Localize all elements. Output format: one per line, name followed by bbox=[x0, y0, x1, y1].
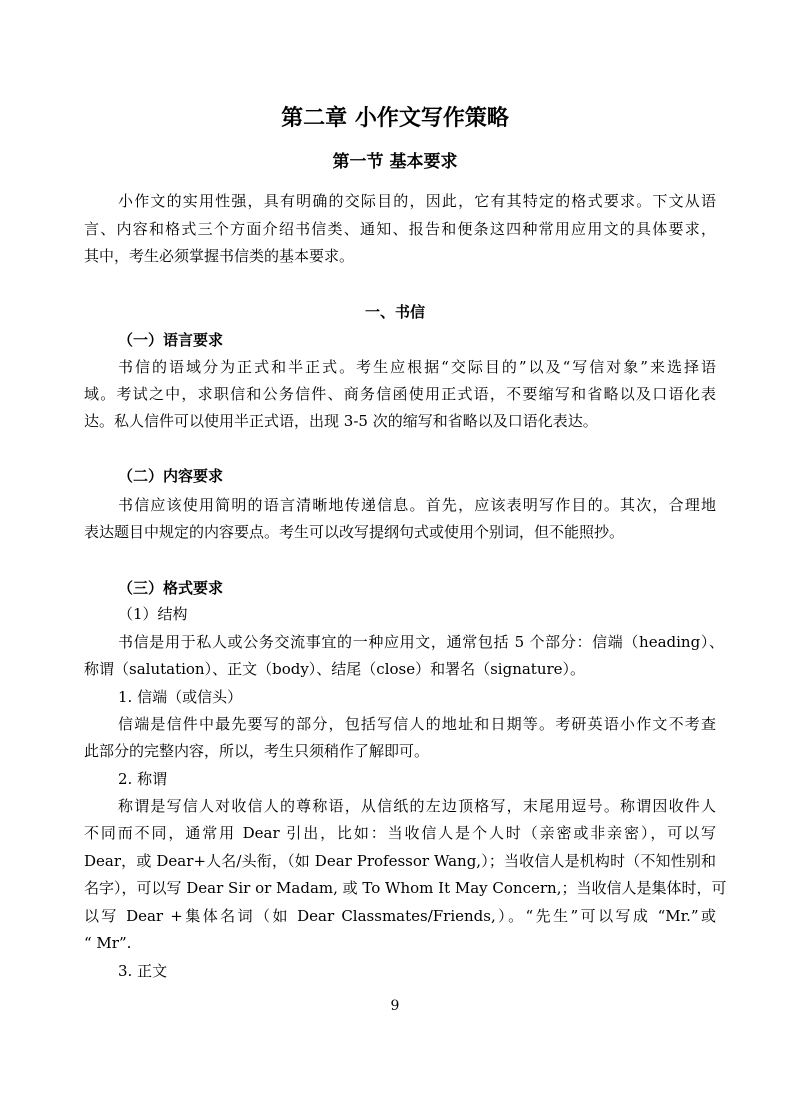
item2-line-6: “ Mr”. bbox=[84, 934, 132, 952]
intro-line-2: 言、内容和格式三个方面介绍书信类、通知、报告和便条这四种常用应用文的具体要求， bbox=[84, 220, 716, 238]
item1-line-1: 信端是信件中最先要写的部分，包括写信人的地址和日期等。考研英语小作文不考查 bbox=[118, 715, 716, 733]
sub1-line-2: 域。考试之中，求职信和公务信件、商务信函使用正式语，不要缩写和省略以及口语化表 bbox=[84, 385, 716, 403]
part1-title: 一、书信 bbox=[364, 303, 425, 321]
sub2-title: （二）内容要求 bbox=[118, 467, 224, 485]
item2-line-2: 不同而不同，通常用 Dear 引出，比如：当收信人是个人时（亲密或非亲密），可以写 bbox=[84, 824, 716, 842]
item2-line-4: 名字），可以写 Dear Sir or Madam, 或 To Whom It May Concern,；当收信人是集体时，可 bbox=[84, 879, 727, 897]
chapter-title: 第二章 小作文写作策略 bbox=[281, 105, 509, 131]
item2-line-5: 以写 Dear +集体名词（如 Dear Classmates/Friends,）。“先生”可以写成 “Mr.”或 bbox=[84, 907, 716, 925]
sub3-title: （三）格式要求 bbox=[118, 579, 224, 597]
item2-line-1: 称谓是写信人对收信人的尊称语，从信纸的左边顶格写，末尾用逗号。称谓因收件人 bbox=[118, 797, 716, 815]
sub1-line-3: 达。私人信件可以使用半正式语，出现 3-5 次的缩写和省略以及口语化表达。 bbox=[84, 412, 598, 430]
sub2-line-1: 书信应该使用简明的语言清晰地传递信息。首先，应该表明写作目的。其次，合理地 bbox=[118, 496, 716, 514]
item2-label: 2. 称谓 bbox=[118, 770, 168, 788]
sub2-line-2: 表达题目中规定的内容要点。考生可以改写提纲句式或使用个别词，但不能照抄。 bbox=[84, 523, 625, 541]
section-title: 第一节 基本要求 bbox=[332, 152, 458, 172]
sub1-title: （一）语言要求 bbox=[118, 331, 224, 349]
structure-line-2: 称谓（salutation）、正文（body）、结尾（close）和署名（signature）。 bbox=[84, 660, 586, 678]
item3-label: 3. 正文 bbox=[118, 962, 168, 980]
intro-line-3: 其中，考生必须掌握书信类的基本要求。 bbox=[84, 247, 355, 265]
structure-label: （1）结构 bbox=[118, 605, 188, 623]
item2-line-3: Dear，或 Dear+人名/头衔，（如 Dear Professor Wang,）；当收信人是机构时（不知性别和 bbox=[84, 852, 716, 870]
item1-label: 1. 信端（或信头） bbox=[118, 688, 243, 706]
item1-line-2: 此部分的完整内容，所以，考生只须稍作了解即可。 bbox=[84, 742, 430, 760]
page-number: 9 bbox=[390, 998, 400, 1014]
intro-line-1: 小作文的实用性强，具有明确的交际目的，因此，它有其特定的格式要求。下文从语 bbox=[118, 192, 716, 210]
structure-line-1: 书信是用于私人或公务交流事宜的一种应用文，通常包括 5 个部分：信端（heading）、 bbox=[118, 633, 724, 651]
sub1-line-1: 书信的语域分为正式和半正式。考生应根据“交际目的”以及“写信对象”来选择语 bbox=[118, 358, 716, 376]
